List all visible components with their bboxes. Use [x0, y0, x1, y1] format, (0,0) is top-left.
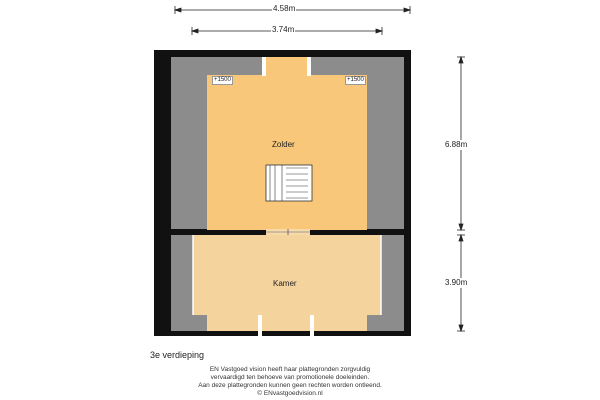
disclaimer: [140, 366, 440, 398]
level-marker-left: +1500: [214, 77, 231, 83]
kamer-alcove-left: [193, 235, 207, 315]
zolder-floor: [207, 75, 367, 230]
disclaimer-line: EN Vastgoed vision heeft haar plattegronden zorgvuldig: [209, 366, 371, 373]
total-width-label: 4.58m: [273, 4, 296, 13]
dormer-bottom: [262, 315, 310, 331]
dormer-wall-right: [307, 57, 311, 76]
disclaimer-copyright: © ENvastgoedvision.nl: [257, 390, 323, 397]
disclaimer-line: Aan deze plattegronden kunnen geen rechten worden ontleend.: [198, 382, 382, 389]
dormer-wall-left: [262, 57, 266, 76]
disclaimer-line: vervaardigd ten behoeve van promotionele doeleinden.: [210, 374, 370, 381]
inner-width-label: 3.74m: [272, 25, 295, 34]
dormer-bottom-wall-right: [310, 315, 314, 336]
floor-name: 3e verdieping: [150, 350, 205, 360]
staircase: [266, 165, 312, 201]
zolder-depth-label: 6.88m: [445, 140, 468, 149]
room-label-zolder: Zolder: [272, 140, 295, 149]
dormer-bottom-wall-left: [258, 315, 262, 336]
kamer-depth-label: 3.90m: [445, 278, 468, 287]
kamer-alcove-right: [367, 235, 381, 315]
room-label-kamer: Kamer: [273, 279, 297, 288]
dormer-top: [266, 57, 307, 76]
level-marker-right: +1500: [347, 77, 364, 83]
